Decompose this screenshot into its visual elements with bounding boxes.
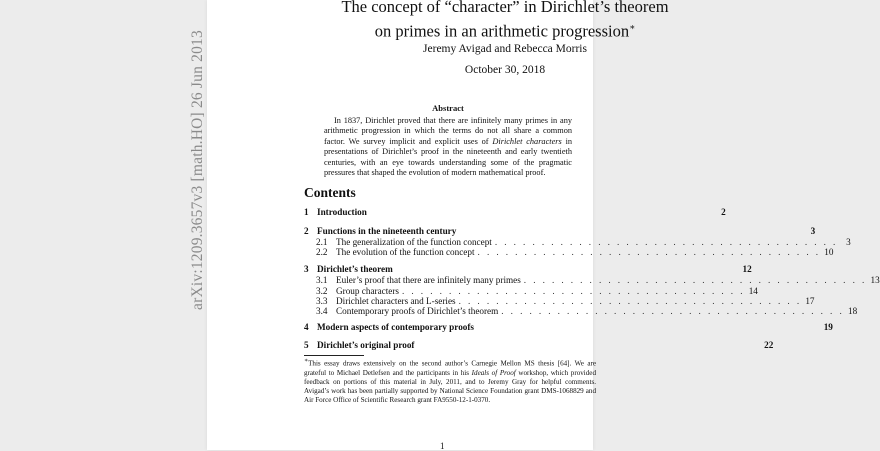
toc-title: Group characters (336, 286, 400, 296)
toc-page: 19 (823, 322, 833, 332)
toc-leader: . . . . . . . . . . . . . . . . . . . . . . . . . . . . . . . . . . . . . (501, 306, 845, 316)
toc-page: 18 (847, 306, 858, 316)
page-number: 1 (440, 441, 445, 451)
toc-leader: . . . . . . . . . . . . . . . . . . . . . . . . . . . . . . . . . . . . . (402, 286, 745, 296)
toc-entry-modern-aspects[interactable] (304, 322, 833, 334)
paper-authors: Jeremy Avigad and Rebecca Morris (423, 43, 587, 55)
arxiv-identifier-stamp[interactable]: arXiv:1209.3657v3 [math.HO] 26 Jun 2013 (189, 30, 206, 310)
toc-number: 4 (304, 322, 309, 332)
toc-number: 3.1 (316, 275, 328, 285)
toc-number: 3.3 (316, 296, 328, 306)
toc-page: 22 (764, 340, 774, 350)
toc-number: 2 (304, 226, 309, 236)
contents-heading: Contents (304, 185, 356, 200)
toc-page: 13 (870, 275, 880, 285)
footnote-text-part-1: This essay draws extensively on the second author’s Carnegie Mellon MS thesis [64]. We are grateful to Michael Detlefsen and the participants in his (304, 359, 596, 377)
toc-number: 2.1 (316, 237, 328, 247)
abstract-body (324, 116, 572, 178)
abstract-italic-term: Dirichlet characters (492, 136, 562, 146)
abstract-heading: Abstract (432, 103, 464, 113)
toc-leader: . . . . . . . . . . . . . . . . . . . . . . . . . . . . . . . . . . . . . (523, 275, 867, 285)
toc-entry-original-proof[interactable] (304, 340, 774, 352)
toc-title: Contemporary proofs of Dirichlet’s theorem (336, 306, 499, 316)
toc-leader: . . . . . . . . . . . . . . . . . . . . . . . . . . . . . . . . . . . . . (458, 296, 802, 306)
title-line-1: The concept of “character” in Dirichlet’s theorem (341, 0, 669, 16)
toc-number: 5 (304, 340, 309, 350)
toc-title: Functions in the nineteenth century (317, 226, 457, 236)
abstract-text-part-1: In 1837, Dirichlet proved that there are infinitely many primes in any arithmetic progression in which the terms do not all share a common factor. We survey implicit and explicit uses of (324, 116, 572, 146)
toc-title: Dirichlet’s original proof (317, 340, 415, 350)
paper-title (290, 0, 720, 42)
toc-leader: . . . . . . . . . . . . . . . . . . . . . . . . . . . . . . . . . . . . . (477, 247, 821, 257)
toc-title: Dirichlet characters and L-series (336, 296, 456, 306)
toc-number: 2.2 (316, 247, 328, 257)
toc-number: 1 (304, 207, 309, 217)
toc-page: 2 (721, 207, 726, 217)
toc-page: 3 (846, 237, 851, 247)
toc-entry-introduction[interactable] (304, 207, 726, 219)
toc-number: 3.2 (316, 286, 328, 296)
footnote-text-part-2: workshop, which provided feedback on portions of this material in July, 2011, and to Jeremy Gray for helpful comments. Avigad’s work has been partially supported by National Science Foundation grant DMS-1068829 and Air Force Office of Scientific Research grant FA9550-12-1-0370. (304, 368, 596, 405)
toc-title: Introduction (317, 207, 367, 217)
toc-title: Modern aspects of contemporary proofs (317, 322, 475, 332)
toc-number: 3.4 (316, 306, 328, 316)
toc-number: 3 (304, 264, 309, 274)
toc-page: 3 (810, 226, 816, 236)
footnote (304, 357, 596, 405)
paper-date: October 30, 2018 (464, 64, 546, 76)
title-footnote-mark[interactable]: ∗ (629, 22, 636, 32)
footnote-rule (304, 355, 364, 356)
toc-title: Dirichlet’s theorem (317, 264, 393, 274)
toc-title: The generalization of the function concept (336, 237, 492, 247)
footnote-italic-term: Ideals of Proof (471, 368, 516, 377)
toc-page: 17 (805, 296, 815, 306)
toc-entry-evolution[interactable] (304, 247, 834, 259)
toc-leader: . . . . . . . . . . . . . . . . . . . . . . . . . . . . . . . . . . . . . (494, 237, 838, 247)
toc-title: The evolution of the function concept (336, 247, 475, 257)
toc-page: 14 (748, 286, 758, 296)
toc-entry-contemporary-proofs[interactable] (304, 306, 858, 318)
toc-title: Euler’s proof that there are infinitely many primes (336, 275, 521, 285)
toc-page: 12 (742, 264, 752, 274)
toc-page: 10 (824, 247, 834, 257)
abstract-text-part-2: in presentations of Dirichlet’s proof in the nineteenth and early twentieth centuries, with an eye towards understanding some of the pragmatic pressures that shaped the evolution of modern mathematical proof. (324, 136, 573, 178)
title-line-2: on primes in an arithmetic progression (374, 21, 630, 41)
footnote-mark: ∗ (304, 358, 309, 364)
